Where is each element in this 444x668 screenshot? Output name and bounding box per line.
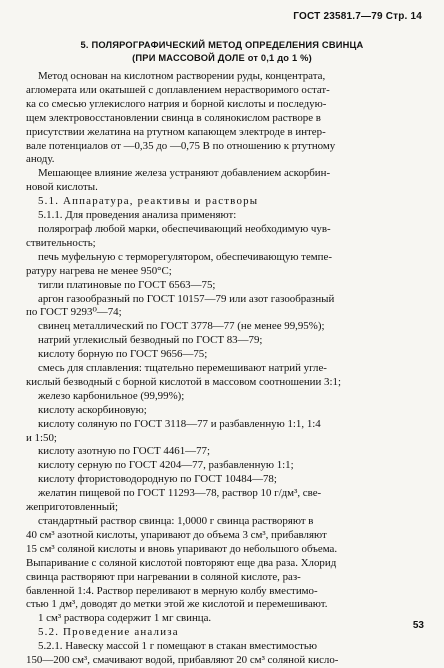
- text-line: кислоту азотную по ГОСТ 4461—77;: [38, 445, 210, 458]
- text-line: агломерата или окатышей с доплавлением нерастворимого остат-: [26, 83, 330, 96]
- text-line: кислоту аскорбиновую;: [38, 403, 147, 416]
- text-line: по ГОСТ 9293⁰—74;: [26, 306, 122, 319]
- text-line: 5.1.1. Для проведения анализа применяют:: [38, 209, 237, 222]
- text-line: вале потенциалов от —0,35 до —0,75 В по отношению к ртутному: [26, 139, 336, 152]
- text-line: жеприготовленный;: [26, 501, 118, 514]
- text-line: щем электровосстановлении свинца в солянокислом растворе в: [26, 111, 321, 124]
- text-line: ка со смесью углекислого натрия и борной кислоты и последую-: [26, 97, 327, 110]
- text-line: кислый безводный с борной кислотой в массовом соотношении 3:1;: [26, 375, 342, 388]
- text-line: кислоту фтористоводородную по ГОСТ 10484—78;: [38, 473, 277, 486]
- text-line: натрий углекислый безводный по ГОСТ 83—79;: [38, 334, 263, 347]
- text-line: аноду.: [26, 153, 55, 166]
- page-number: 53: [412, 620, 424, 631]
- text-line: смесь для сплавления: тщательно перемешивают натрий угле-: [38, 362, 327, 375]
- text-line: и 1:50;: [26, 431, 57, 444]
- text-line: полярограф любой марки, обеспечивающий необходимую чув-: [38, 222, 331, 235]
- text-line: новой кислоты.: [26, 181, 98, 194]
- text-line: ратуру нагрева не менее 950°С;: [26, 264, 172, 277]
- text-line: свинца растворяют при нагревании в соляной кислоте, раз-: [26, 570, 301, 583]
- text-line: желатин пищевой по ГОСТ 11293—78, раствор 10 г/дм³, све-: [38, 487, 322, 500]
- text-line: свинец металлический по ГОСТ 3778—77 (не менее 99,95%);: [38, 320, 325, 333]
- text-line: кислоту серную по ГОСТ 4204—77, разбавленную 1:1;: [38, 459, 294, 472]
- text-line: 40 см³ азотной кислоты, упаривают до объема 3 см³, прибавляют: [26, 528, 327, 541]
- text-line: тигли платиновые по ГОСТ 6563—75;: [38, 278, 216, 291]
- text-line: Мешающее влияние железа устраняют добавлением аскорбин-: [38, 167, 331, 180]
- text-line: Выпаривание с соляной кислотой повторяют еще два раза. Хлорид: [26, 556, 337, 569]
- text-line: 5.2.1. Навеску массой 1 г помещают в стакан вместимостью: [38, 640, 318, 653]
- text-line: 1 см³ раствора содержит 1 мг свинца.: [38, 612, 212, 625]
- subsection-heading: 5.1. Аппаратура, реактивы и растворы: [38, 195, 259, 208]
- body-text: [26, 70, 422, 668]
- subsection-heading: 5.2. Проведение анализа: [38, 626, 179, 639]
- text-line: бавленной 1:4. Раствор переливают в мерную колбу вместимо-: [26, 584, 318, 597]
- text-line: 15 см³ соляной кислоты и вновь упаривают до небольшого объема.: [26, 542, 338, 555]
- text-line: железо карбонильное (99,99%);: [38, 389, 185, 402]
- text-line: стью 1 дм³, доводят до метки этой же кислотой и перемешивают.: [26, 598, 328, 611]
- text-line: стандартный раствор свинца: 1,0000 г свинца растворяют в: [38, 515, 314, 527]
- text-line: печь муфельную с терморегулятором, обеспечивающую темпе-: [38, 250, 332, 263]
- text-line: Метод основан на кислотном растворении руды, концентрата,: [38, 70, 326, 82]
- running-header: ГОСТ 23581.7—79 Стр. 14: [293, 11, 422, 22]
- text-line: 150—200 см³, смачивают водой, прибавляют 20 см³ соляной кисло-: [26, 654, 339, 667]
- text-line: кислоту соляную по ГОСТ 3118—77 и разбавленную 1:1, 1:4: [38, 417, 321, 430]
- section-subtitle: (ПРИ МАССОВОЙ ДОЛЕ от 0,1 до 1 %): [132, 53, 312, 63]
- text-line: кислоту борную по ГОСТ 9656—75;: [38, 348, 208, 361]
- section-title: 5. ПОЛЯРОГРАФИЧЕСКИЙ МЕТОД ОПРЕДЕЛЕНИЯ СВИНЦА: [80, 40, 364, 50]
- text-line: присутствии желатина на ртутном капающем электроде в интер-: [26, 125, 326, 138]
- text-line: аргон газообразный по ГОСТ 10157—79 или азот газообразный: [38, 292, 335, 305]
- text-line: ствительность;: [26, 236, 96, 249]
